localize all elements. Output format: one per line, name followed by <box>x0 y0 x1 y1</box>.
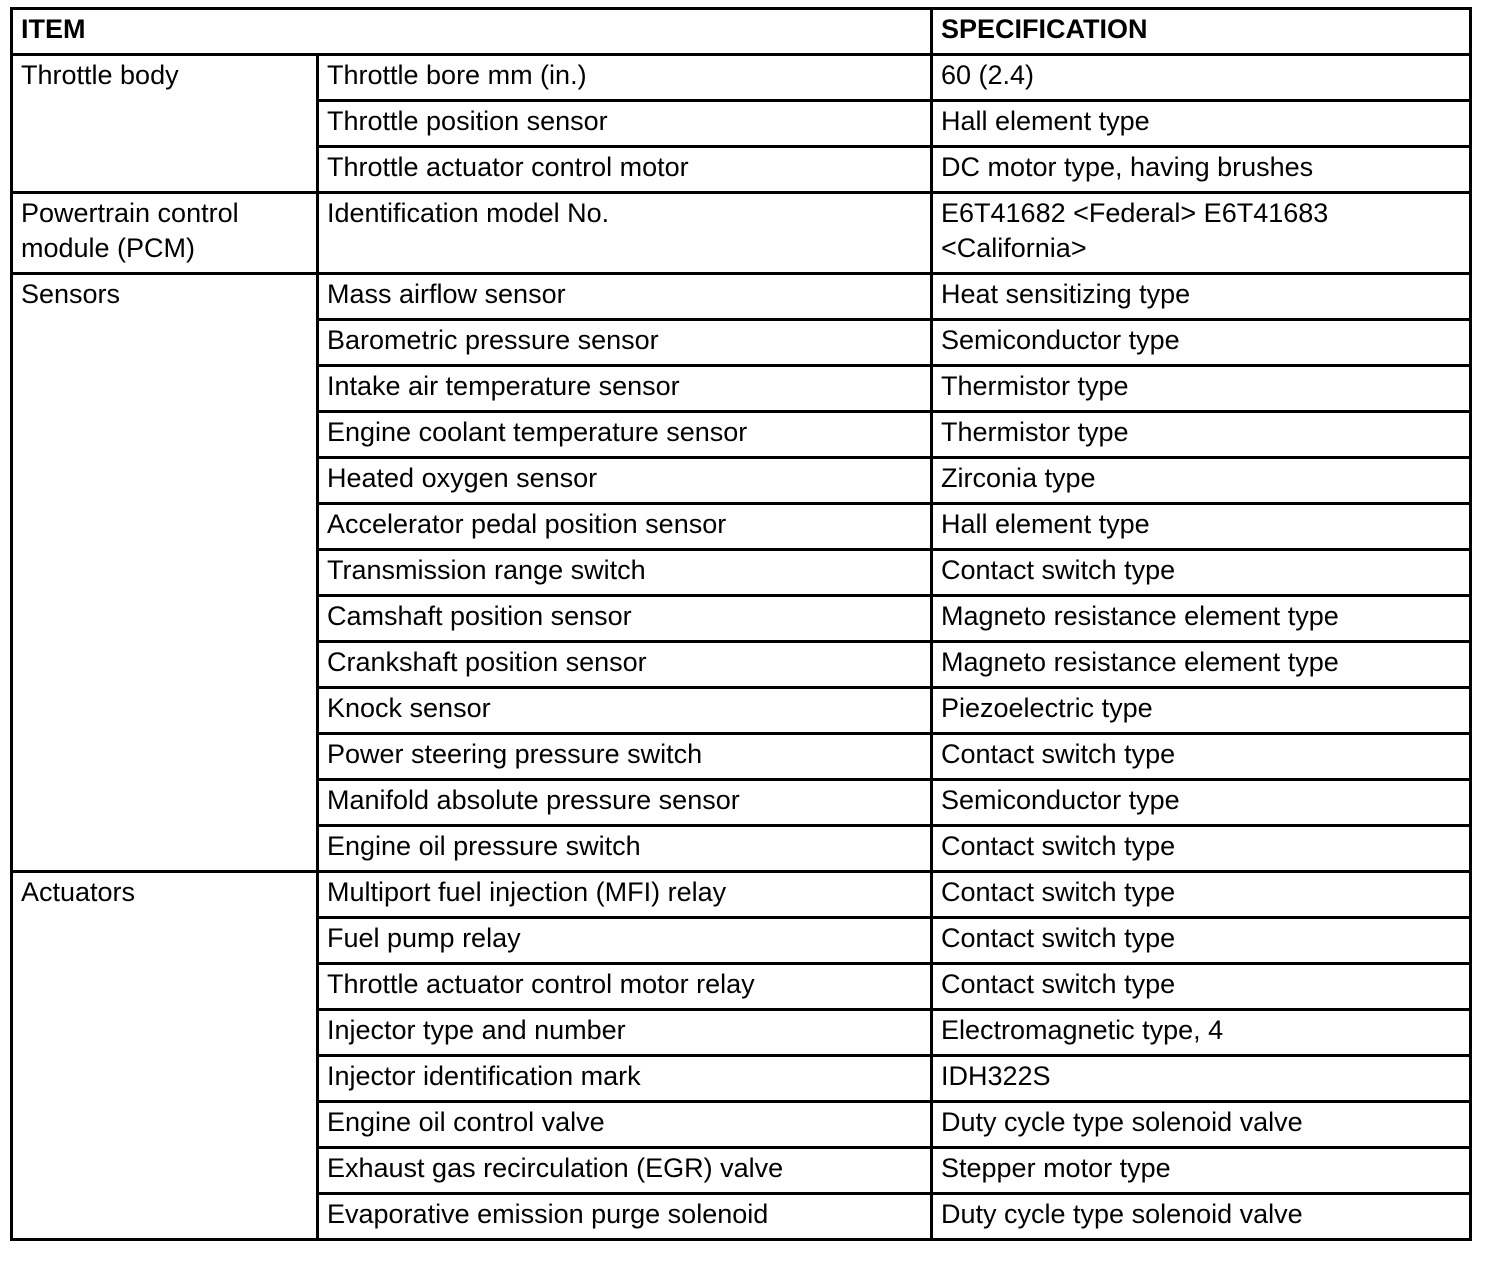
spec-cell: Magneto resistance element type <box>932 642 1471 688</box>
item-cell: Engine coolant temperature sensor <box>318 412 932 458</box>
spec-cell: Contact switch type <box>932 550 1471 596</box>
spec-cell: Contact switch type <box>932 734 1471 780</box>
table-row <box>12 872 1471 918</box>
header-row <box>12 9 1471 55</box>
item-cell: Injector identification mark <box>318 1056 932 1102</box>
group-cell: Actuators <box>12 872 318 1240</box>
spec-cell: Hall element type <box>932 504 1471 550</box>
item-cell: Heated oxygen sensor <box>318 458 932 504</box>
spec-cell: IDH322S <box>932 1056 1471 1102</box>
spec-cell: E6T41682 <Federal> E6T41683 <California> <box>932 193 1471 274</box>
item-cell: Engine oil control valve <box>318 1102 932 1148</box>
header-specification: SPECIFICATION <box>932 9 1471 55</box>
specification-table <box>10 7 1472 1241</box>
spec-cell: Semiconductor type <box>932 320 1471 366</box>
spec-cell: Duty cycle type solenoid valve <box>932 1102 1471 1148</box>
spec-cell: Piezoelectric type <box>932 688 1471 734</box>
item-cell: Throttle position sensor <box>318 101 932 147</box>
group-cell: Powertrain control module (PCM) <box>12 193 318 274</box>
item-cell: Knock sensor <box>318 688 932 734</box>
spec-cell: Contact switch type <box>932 872 1471 918</box>
spec-cell: 60 (2.4) <box>932 55 1471 101</box>
item-cell: Multiport fuel injection (MFI) relay <box>318 872 932 918</box>
item-cell: Accelerator pedal position sensor <box>318 504 932 550</box>
item-cell: Throttle actuator control motor relay <box>318 964 932 1010</box>
group-cell: Throttle body <box>12 55 318 193</box>
table-body <box>12 55 1471 1240</box>
table-row <box>12 55 1471 101</box>
item-cell: Throttle actuator control motor <box>318 147 932 193</box>
item-cell: Manifold absolute pressure sensor <box>318 780 932 826</box>
item-cell: Mass airflow sensor <box>318 274 932 320</box>
table-row <box>12 274 1471 320</box>
spec-cell: Stepper motor type <box>932 1148 1471 1194</box>
item-cell: Barometric pressure sensor <box>318 320 932 366</box>
header-item: ITEM <box>12 9 932 55</box>
spec-cell: Thermistor type <box>932 366 1471 412</box>
spec-cell: Semiconductor type <box>932 780 1471 826</box>
spec-cell: Contact switch type <box>932 918 1471 964</box>
spec-cell: Hall element type <box>932 101 1471 147</box>
group-cell: Sensors <box>12 274 318 872</box>
table-row <box>12 193 1471 274</box>
item-cell: Camshaft position sensor <box>318 596 932 642</box>
item-cell: Intake air temperature sensor <box>318 366 932 412</box>
spec-cell: Duty cycle type solenoid valve <box>932 1194 1471 1240</box>
spec-cell: Zirconia type <box>932 458 1471 504</box>
spec-cell: Contact switch type <box>932 964 1471 1010</box>
item-cell: Exhaust gas recirculation (EGR) valve <box>318 1148 932 1194</box>
item-cell: Engine oil pressure switch <box>318 826 932 872</box>
spec-cell: DC motor type, having brushes <box>932 147 1471 193</box>
item-cell: Throttle bore mm (in.) <box>318 55 932 101</box>
spec-cell: Contact switch type <box>932 826 1471 872</box>
item-cell: Identification model No. <box>318 193 932 274</box>
item-cell: Transmission range switch <box>318 550 932 596</box>
item-cell: Power steering pressure switch <box>318 734 932 780</box>
spec-cell: Electromagnetic type, 4 <box>932 1010 1471 1056</box>
spec-cell: Magneto resistance element type <box>932 596 1471 642</box>
spec-cell: Heat sensitizing type <box>932 274 1471 320</box>
item-cell: Crankshaft position sensor <box>318 642 932 688</box>
item-cell: Injector type and number <box>318 1010 932 1056</box>
item-cell: Fuel pump relay <box>318 918 932 964</box>
spec-cell: Thermistor type <box>932 412 1471 458</box>
item-cell: Evaporative emission purge solenoid <box>318 1194 932 1240</box>
